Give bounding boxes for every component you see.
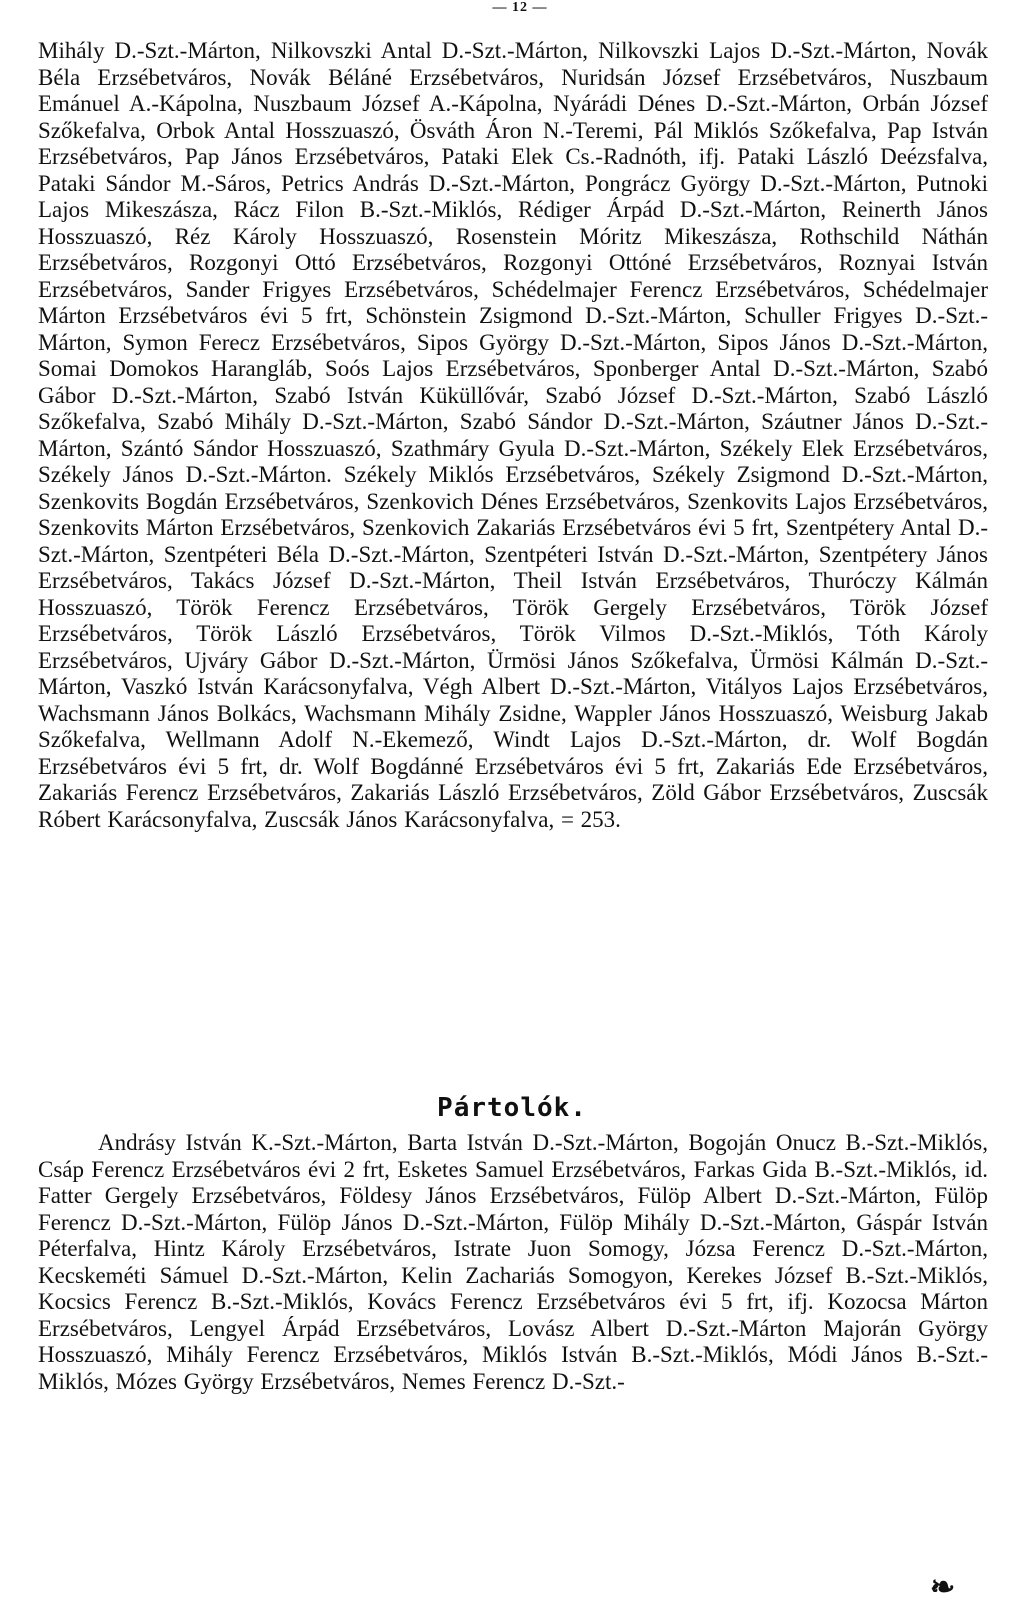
supporters-list-paragraph: Andrásy István K.-Szt.-Márton, Barta István D.-Szt.-Márton, Bogoján Onucz B.-Szt.-Miklós, Csáp Ferencz Erzsébetváros évi 2 frt, Esketes Samuel Erzsébetváros, Farkas Gida B.-Szt.-Miklós, id. Fatter Gergely Erzsébetváros, Földesy János Erzsébetváros, Fülöp Albert D.-Szt.-Márton, Fülöp Ferencz D.-Szt.-Márton, Fülöp János D.-Szt.-Márton, Fülöp Mihály D.-Szt.-Márton, Gáspár István Péterfalva, Hintz Károly Erzsébetváros, Istrate Juon Somogy, Józsa Ferencz D.-Szt.-Márton, Kecskeméti Sámuel D.-Szt.-Márton, Kelin Zachariás Somogyon, Kerekes József B.-Szt.-Miklós, Kocsics Ferencz B.-Szt.-Miklós, Kovács Ferencz Erzsébetváros évi 5 frt, ifj. Kozocsa Márton Erzsébetváros, Lengyel Árpád Erzsébetváros, Lovász Albert D.-Szt.-Márton Majorán György Hosszuaszó, Mihály Ferencz Erzsébetváros, Miklós István B.-Szt.-Miklós, Módi János B.-Szt.-Miklós, Mózes György Erzsébetváros, Nemes Ferencz D.-Szt.-	[38, 1130, 988, 1394]
members-list-paragraph: Mihály D.-Szt.-Márton, Nilkovszki Antal D.-Szt.-Márton, Nilkovszki Lajos D.-Szt.-Márton, Novák Béla Erzsébetváros, Novák Béláné Erzsébetváros, Nuridsán József Erzsébetváros, Nuszbaum Emánuel A.-Kápolna, Nuszbaum József A.-Kápolna, Nyárádi Dénes D.-Szt.-Márton, Orbán József Szőkefalva, Orbok Antal Hosszuaszó, Ösváth Áron N.-Teremi, Pál Miklós Szőkefalva, Pap István Erzsébetváros, Pap János Erzsébetváros, Pataki Elek Cs.-Radnóth, ifj. Pataki László Deézsfalva, Pataki Sándor M.-Sáros, Petrics András D.-Szt.-Márton, Pongrácz György D.-Szt.-Márton, Putnoki Lajos Mikeszásza, Rácz Filon B.-Szt.-Miklós, Rédiger Árpád D.-Szt.-Márton, Reinerth János Hosszuaszó, Réz Károly Hosszuaszó, Rosenstein Móritz Mikeszásza, Rothschild Náthán Erzsébetváros, Rozgonyi Ottó Erzsébetváros, Rozgonyi Ottóné Erzsébetváros, Roznyai István Erzsébetváros, Sander Frigyes Erzsébetváros, Schédelmajer Ferencz Erzsébetváros, Schédelmajer Márton Erzsébetváros évi 5 frt, Schönstein Zsigmond D.-Szt.-Márton, Schuller Frigyes D.-Szt.-Márton, Symon Ferecz Erzsébetváros, Sipos György D.-Szt.-Márton, Sipos János D.-Szt.-Márton, Somai Domokos Harangláb, Soós Lajos Erzsébetváros, Sponberger Antal D.-Szt.-Márton, Szabó Gábor D.-Szt.-Márton, Szabó István Küküllővár, Szabó József D.-Szt.-Márton, Szabó László Szőkefalva, Szabó Mihály D.-Szt.-Márton, Szabó Sándor D.-Szt.-Márton, Száutner János D.-Szt.-Márton, Szántó Sándor Hosszuaszó, Szathmáry Gyula D.-Szt.-Márton, Székely Elek Erzsébetváros, Székely János D.-Szt.-Márton. Székely Miklós Erzsébetváros, Székely Zsigmond D.-Szt.-Márton, Szenkovits Bogdán Erzsébetváros, Szenkovich Dénes Erzsébetváros, Szenkovits Lajos Erzsébetváros, Szenkovits Márton Erzsébetváros, Szenkovich Zakariás Erzsébetváros évi 5 frt, Szentpétery Antal D.-Szt.-Márton, Szentpéteri Béla D.-Szt.-Márton, Szentpéteri István D.-Szt.-Márton, Szentpétery János Erzsébetváros, Takács József D.-Szt.-Márton, Theil István Erzsébetváros, Thuróczy Kálmán Hosszuaszó, Török Ferencz Erzsébetváros, Török Gergely Erzsébetváros, Török József Erzsébetváros, Török László Erzsébetváros, Török Vilmos D.-Szt.-Miklós, Tóth Károly Erzsébetváros, Ujváry Gábor D.-Szt.-Márton, Ürmösi János Szőkefalva, Ürmösi Kálmán D.-Szt.-Márton, Vaszkó István Karácsonyfalva, Végh Albert D.-Szt.-Márton, Vitályos Lajos Erzsébetváros, Wachsmann János Bolkács, Wachsmann Mihály Zsidne, Wappler János Hosszuaszó, Weisburg Jakab Szőkefalva, Wellmann Adolf N.-Ekemező, Windt Lajos D.-Szt.-Márton, dr. Wolf Bogdán Erzsébetváros évi 5 frt, dr. Wolf Bogdánné Erzsébetváros évi 5 frt, Zakariás Ede Erzsébetváros, Zakariás Ferencz Erzsébetváros, Zakariás László Erzsébetváros, Zöld Gábor Erzsébetváros, Zuscsák Róbert Karácsonyfalva, Zuscsák János Karácsonyfalva, = 253.	[38, 38, 988, 832]
end-ornament-icon: ❧	[930, 1571, 956, 1604]
page-number: — 12 —	[492, 0, 548, 15]
section-heading: Pártolók.	[437, 1093, 587, 1123]
